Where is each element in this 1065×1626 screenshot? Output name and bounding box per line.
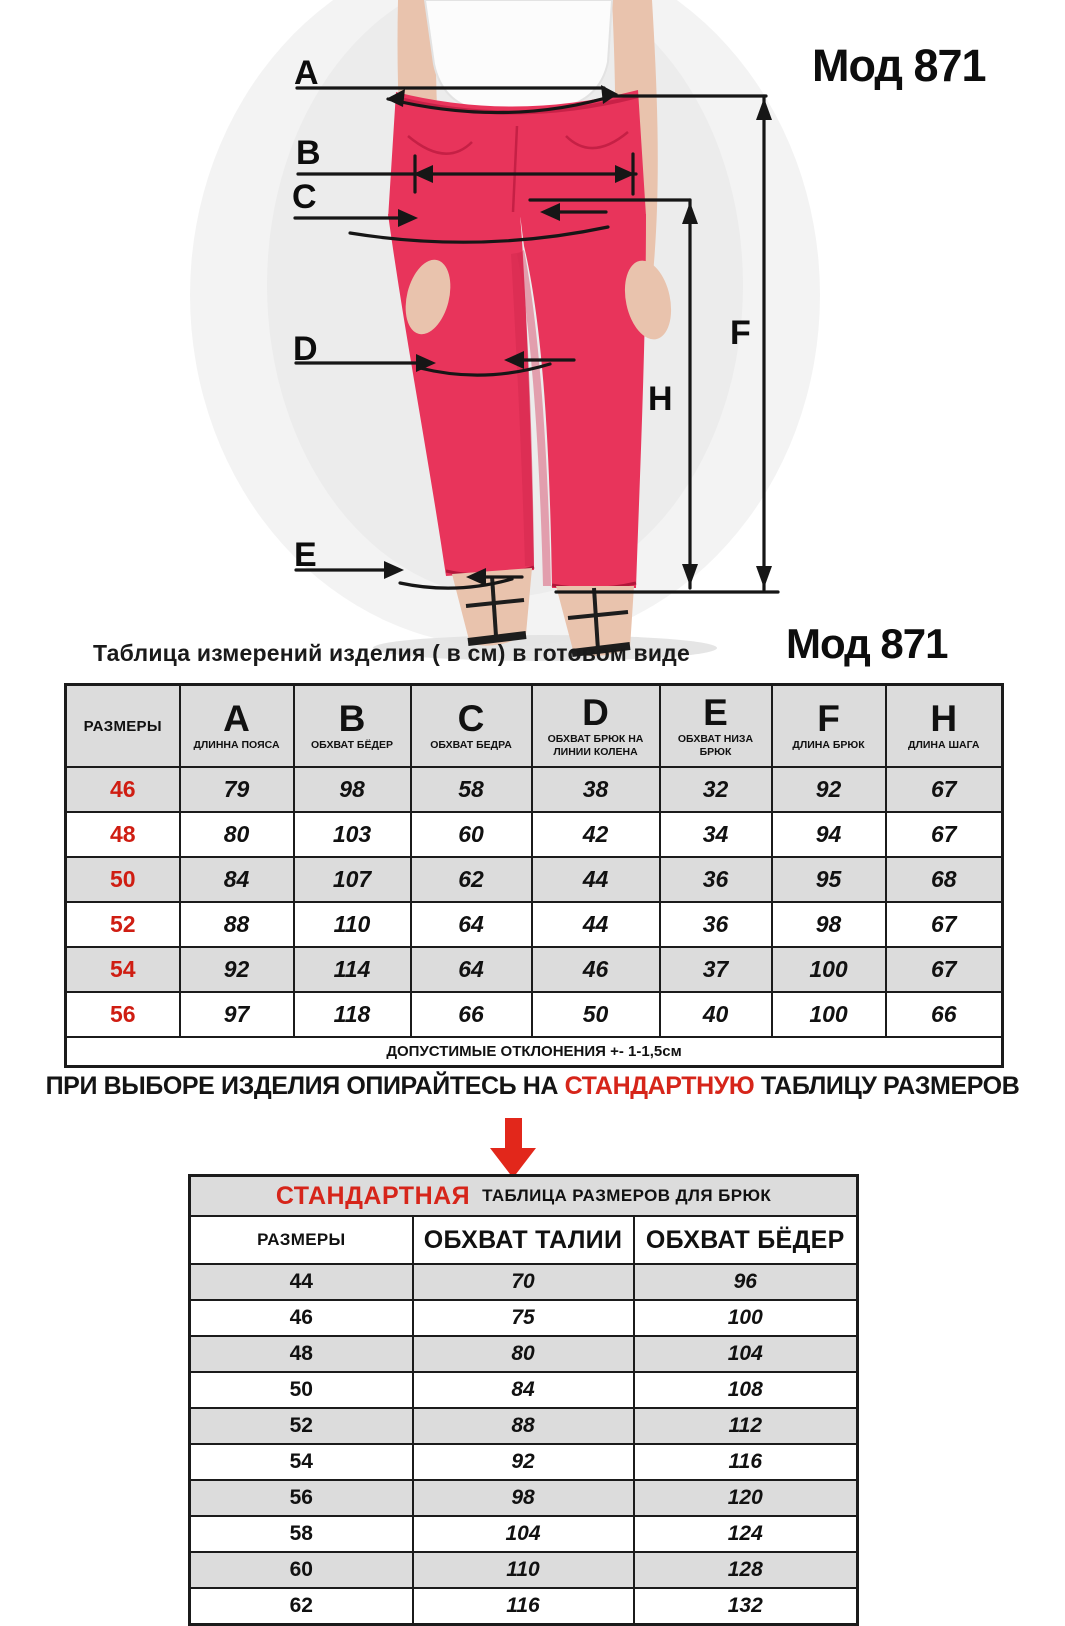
waist-cell: 110	[413, 1552, 634, 1588]
advice-text	[0, 1072, 1065, 1101]
size-cell: 56	[66, 992, 180, 1037]
value-cell: 88	[180, 902, 294, 947]
value-cell: 67	[886, 767, 1003, 812]
value-cell: 60	[411, 812, 532, 857]
waist-cell: 80	[413, 1336, 634, 1372]
sizes-header: РАЗМЕРЫ	[66, 685, 180, 768]
table-row	[66, 992, 1003, 1037]
standard-title-rest: ТАБЛИЦА РАЗМЕРОВ ДЛЯ БРЮК	[482, 1186, 772, 1205]
tolerance-row	[66, 1037, 1003, 1067]
table-row	[66, 857, 1003, 902]
table-header-row	[66, 685, 1003, 768]
waist-cell: 84	[413, 1372, 634, 1408]
waist-cell: 70	[413, 1264, 634, 1300]
down-arrow-icon	[490, 1118, 536, 1178]
value-cell: 58	[411, 767, 532, 812]
value-cell: 84	[180, 857, 294, 902]
standard-title-highlight: СТАНДАРТНАЯ	[275, 1181, 471, 1210]
measurements-table-caption: Таблица измерений изделия ( в см) в готовом виде	[93, 640, 690, 666]
value-cell: 42	[532, 812, 660, 857]
column-letter: F	[817, 698, 840, 740]
value-cell: 46	[532, 947, 660, 992]
column-letter: D	[582, 691, 609, 733]
hips-cell: 104	[634, 1336, 858, 1372]
value-cell: 100	[772, 992, 886, 1037]
label-b: B	[296, 134, 321, 172]
value-cell: 44	[532, 902, 660, 947]
value-cell: 98	[294, 767, 411, 812]
value-cell: 103	[294, 812, 411, 857]
standard-table-header-row	[190, 1216, 858, 1264]
waist-cell: 92	[413, 1444, 634, 1480]
value-cell: 95	[772, 857, 886, 902]
column-header-h	[886, 685, 1003, 768]
hips-cell: 108	[634, 1372, 858, 1408]
value-cell: 67	[886, 812, 1003, 857]
size-cell: 46	[190, 1300, 413, 1336]
label-h: H	[648, 380, 673, 418]
header-waist: ОБХВАТ ТАЛИИ	[413, 1216, 634, 1264]
column-letter: E	[703, 691, 728, 733]
table-row	[66, 767, 1003, 812]
table-row	[190, 1264, 858, 1300]
tolerance-note: ДОПУСТИМЫЕ ОТКЛОНЕНИЯ +- 1-1,5см	[66, 1037, 1003, 1067]
waist-cell: 88	[413, 1408, 634, 1444]
size-cell: 50	[66, 857, 180, 902]
size-cell: 44	[190, 1264, 413, 1300]
value-cell: 36	[660, 857, 772, 902]
column-name: ДЛИНА ШАГА	[908, 739, 980, 752]
advice-post: ТАБЛИЦУ РАЗМЕРОВ	[754, 1072, 1020, 1100]
column-header-d	[532, 685, 660, 768]
column-name: ДЛИНА БРЮК	[792, 739, 865, 752]
label-e: E	[294, 536, 317, 574]
column-header-f	[772, 685, 886, 768]
header-sizes: РАЗМЕРЫ	[190, 1216, 413, 1264]
standard-sizes-table	[188, 1174, 859, 1626]
column-letter: C	[457, 698, 485, 740]
size-cell: 52	[190, 1408, 413, 1444]
value-cell: 36	[660, 902, 772, 947]
standard-table-title-row	[190, 1176, 858, 1217]
table-row	[190, 1408, 858, 1444]
column-header-a	[180, 685, 294, 768]
value-cell: 110	[294, 902, 411, 947]
down-arrow-stem	[505, 1118, 522, 1148]
column-header-c	[411, 685, 532, 768]
value-cell: 92	[180, 947, 294, 992]
column-name: ОБХВАТ БРЮК НА ЛИНИИ КОЛЕНА	[547, 732, 644, 758]
model-number-top: Мод 871	[812, 40, 986, 91]
table-row	[190, 1516, 858, 1552]
value-cell: 92	[772, 767, 886, 812]
value-cell: 107	[294, 857, 411, 902]
column-name: ОБХВАТ БЁДЕР	[311, 739, 393, 752]
value-cell: 50	[532, 992, 660, 1037]
label-a: A	[294, 54, 319, 92]
label-d: D	[293, 330, 318, 368]
size-cell: 58	[190, 1516, 413, 1552]
table-row	[66, 947, 1003, 992]
table-row	[190, 1444, 858, 1480]
value-cell: 114	[294, 947, 411, 992]
value-cell: 100	[772, 947, 886, 992]
column-letter: H	[930, 698, 958, 740]
size-cell: 48	[190, 1336, 413, 1372]
hips-cell: 112	[634, 1408, 858, 1444]
table-row	[190, 1552, 858, 1588]
size-cell: 48	[66, 812, 180, 857]
size-cell: 56	[190, 1480, 413, 1516]
value-cell: 66	[886, 992, 1003, 1037]
advice-pre: ПРИ ВЫБОРЕ ИЗДЕЛИЯ ОПИРАЙТЕСЬ НА	[45, 1072, 565, 1100]
model-number-table: Мод 871	[786, 620, 948, 667]
value-cell: 79	[180, 767, 294, 812]
label-f: F	[730, 314, 751, 352]
waist-cell: 75	[413, 1300, 634, 1336]
hips-cell: 120	[634, 1480, 858, 1516]
column-letter: B	[338, 698, 366, 740]
hips-cell: 100	[634, 1300, 858, 1336]
table-row	[190, 1300, 858, 1336]
label-c: C	[292, 178, 317, 216]
value-cell: 80	[180, 812, 294, 857]
value-cell: 68	[886, 857, 1003, 902]
value-cell: 66	[411, 992, 532, 1037]
hips-cell: 116	[634, 1444, 858, 1480]
value-cell: 118	[294, 992, 411, 1037]
size-cell: 54	[190, 1444, 413, 1480]
value-cell: 44	[532, 857, 660, 902]
hips-cell: 124	[634, 1516, 858, 1552]
value-cell: 98	[772, 902, 886, 947]
value-cell: 64	[411, 902, 532, 947]
header-hips: ОБХВАТ БЁДЕР	[634, 1216, 858, 1264]
table-row	[66, 812, 1003, 857]
model-top	[425, 0, 612, 110]
advice-highlight: СТАНДАРТНУЮ	[564, 1072, 755, 1100]
table-row	[66, 902, 1003, 947]
value-cell: 97	[180, 992, 294, 1037]
hips-cell: 128	[634, 1552, 858, 1588]
column-name: ОБХВАТ НИЗА БРЮК	[677, 732, 754, 758]
waist-cell: 98	[413, 1480, 634, 1516]
size-cell: 52	[66, 902, 180, 947]
column-name: ДЛИННА ПОЯСА	[193, 739, 280, 752]
size-cell: 54	[66, 947, 180, 992]
table-row	[190, 1336, 858, 1372]
value-cell: 94	[772, 812, 886, 857]
value-cell: 40	[660, 992, 772, 1037]
column-header-b	[294, 685, 411, 768]
value-cell: 64	[411, 947, 532, 992]
column-header-e	[660, 685, 772, 768]
table-row	[190, 1588, 858, 1625]
value-cell: 67	[886, 947, 1003, 992]
value-cell: 34	[660, 812, 772, 857]
value-cell: 32	[660, 767, 772, 812]
value-cell: 38	[532, 767, 660, 812]
standard-table-title	[190, 1176, 858, 1217]
size-cell: 62	[190, 1588, 413, 1625]
size-cell: 50	[190, 1372, 413, 1408]
waist-cell: 104	[413, 1516, 634, 1552]
value-cell: 37	[660, 947, 772, 992]
hips-cell: 96	[634, 1264, 858, 1300]
table-row	[190, 1372, 858, 1408]
measurement-figure	[0, 0, 1065, 660]
column-letter: A	[223, 698, 250, 740]
column-name: ОБХВАТ БЕДРА	[430, 739, 512, 752]
size-cell: 46	[66, 767, 180, 812]
hips-cell: 132	[634, 1588, 858, 1625]
value-cell: 62	[411, 857, 532, 902]
value-cell: 67	[886, 902, 1003, 947]
table-row	[190, 1480, 858, 1516]
waist-cell: 116	[413, 1588, 634, 1625]
product-measurements-table	[64, 683, 1004, 1068]
size-cell: 60	[190, 1552, 413, 1588]
